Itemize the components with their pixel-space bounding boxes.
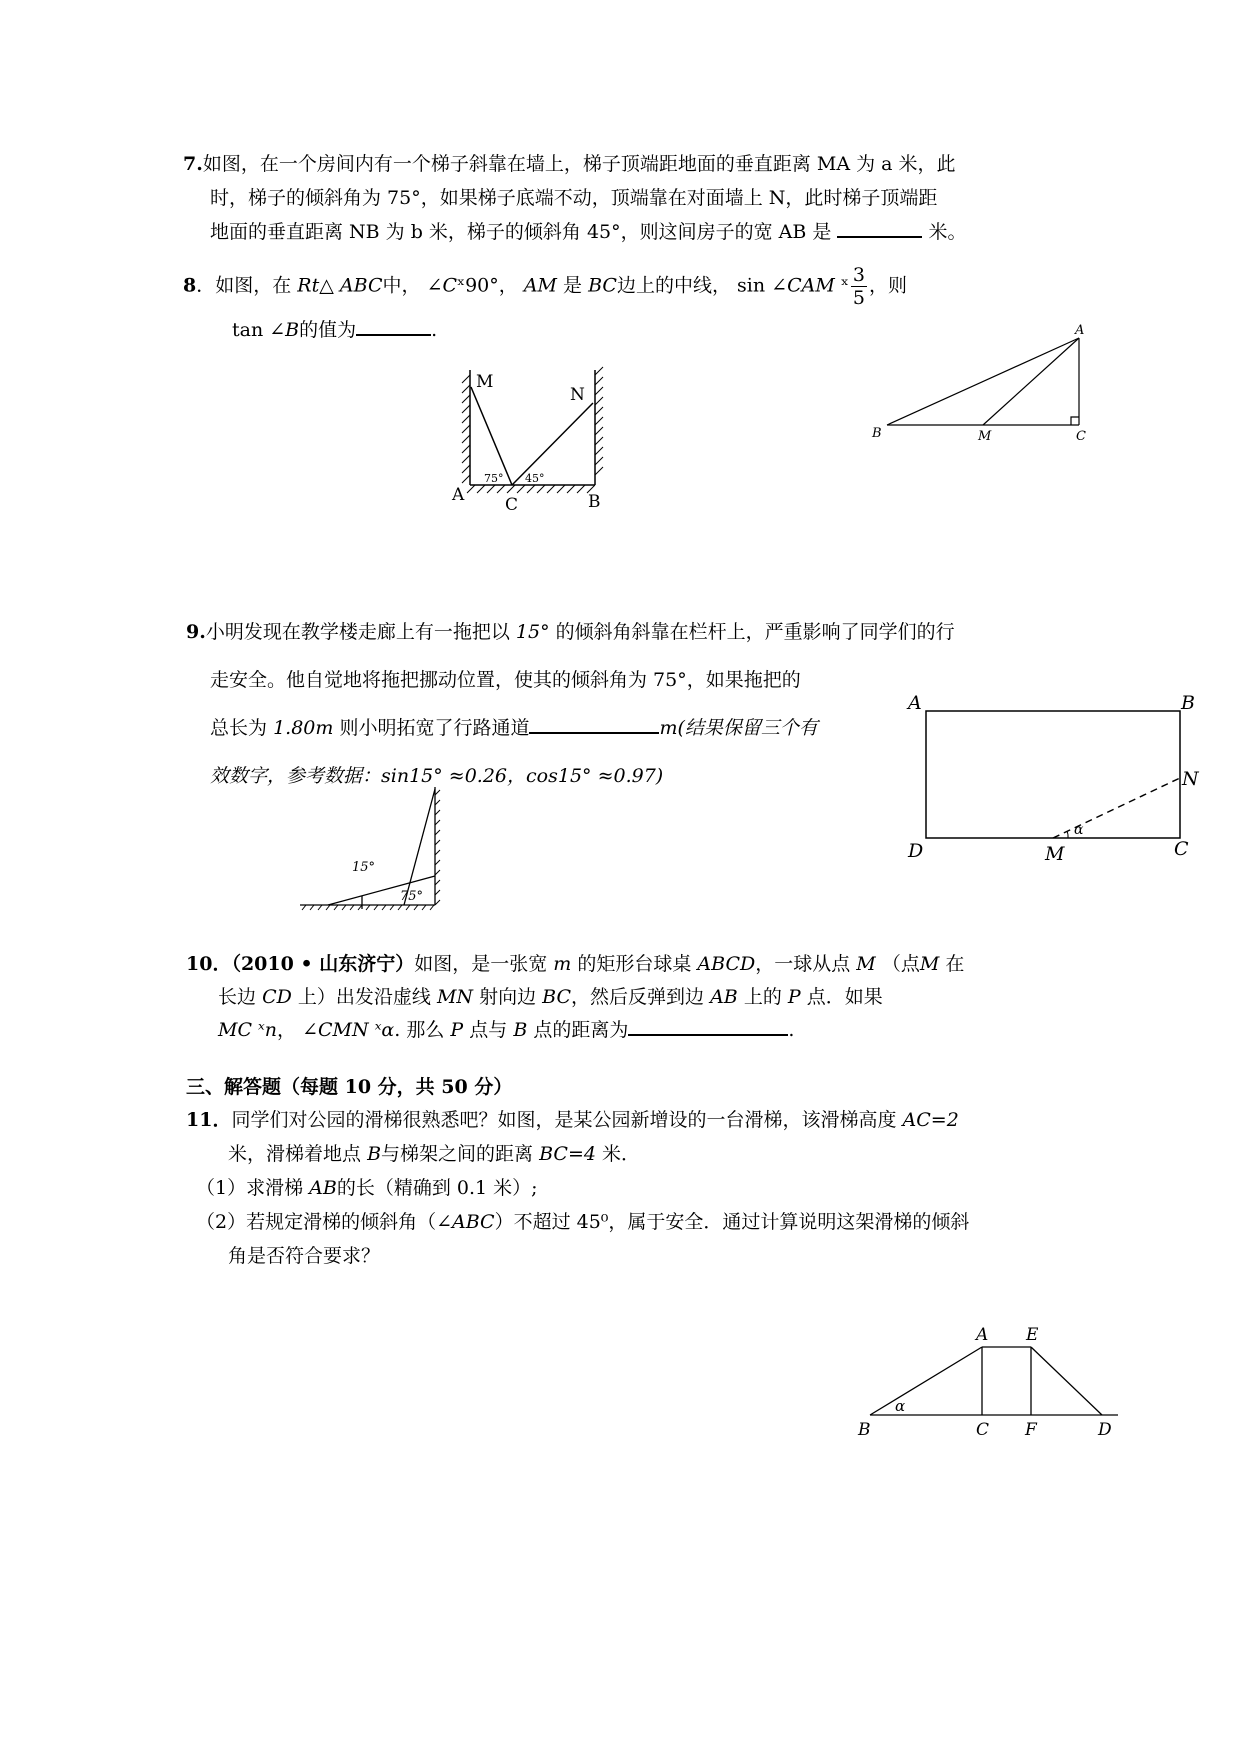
q10-text1d: （点	[881, 953, 920, 975]
q11-ab: AB	[309, 1177, 337, 1199]
q7-figure	[440, 365, 620, 515]
q11-label-a: A	[976, 1325, 989, 1345]
q9-text3a: 总长为	[210, 717, 268, 739]
q8-am: AM	[523, 274, 557, 297]
q10-angle-arc	[1067, 831, 1068, 838]
q10-p-2: P	[450, 1019, 464, 1041]
q7-label-b: B	[588, 492, 601, 512]
q9-text3b: 则小明拓宽了行路通道	[339, 717, 530, 739]
q7-label-n: N	[570, 385, 585, 405]
q10-abcd: ABCD	[697, 953, 756, 975]
q10-bc: BC	[542, 986, 572, 1008]
q10-line2	[218, 984, 883, 1010]
q9-text2: 走安全。他自觉地将拖把挪动位置，使其的倾斜角为 75°，如果拖把的	[210, 669, 801, 691]
q9-line1	[186, 619, 955, 645]
q10-path-mn	[1053, 778, 1180, 838]
q8-label-a: A	[1075, 323, 1085, 338]
q8-side-ab	[887, 338, 1079, 425]
q11-text2a: 米，滑梯着地点	[228, 1143, 362, 1165]
q11-bc-eq: BC=4	[539, 1143, 596, 1165]
q8-angle-b: ∠B	[269, 319, 300, 341]
q9-text3c: m(结果保留三个有	[659, 717, 818, 739]
q11-text2b: 与梯架之间的距离	[381, 1143, 534, 1165]
q10-rectangle	[926, 711, 1180, 838]
q7-angle-45: 45°	[525, 472, 545, 485]
q8-frac-den: 5	[852, 287, 865, 309]
q11-label-b: B	[858, 1420, 871, 1440]
q10-line1	[186, 951, 964, 977]
q10-p: P	[787, 986, 801, 1008]
q8-angle-c: ∠C	[426, 274, 458, 297]
q8-label-b: B	[872, 426, 882, 441]
q8-median: 边上的中线，	[616, 274, 731, 297]
q10-label-a: A	[908, 692, 922, 714]
q8-text: ．如图，在	[196, 274, 292, 297]
q8-tan: tan	[232, 319, 264, 341]
q7-label-a: A	[452, 485, 465, 505]
q11-label-e: E	[1026, 1325, 1039, 1345]
q9-line3	[210, 715, 818, 741]
q7-line2	[210, 185, 937, 211]
q11-part1-b: 的长（精确到 0.1 米）;	[336, 1177, 538, 1199]
q11-number: 11．	[186, 1109, 232, 1131]
q8-zhong: 中，	[382, 274, 421, 297]
q8-median-am	[983, 338, 1079, 425]
q10-text1e: 在	[945, 953, 965, 975]
q10-mn: MN	[436, 986, 474, 1008]
q10-label-d: D	[908, 840, 924, 862]
q7-text3-end: 米。	[928, 221, 967, 243]
q7-answer-blank[interactable]	[837, 236, 922, 238]
q9-line2	[210, 667, 801, 693]
q8-value-text: 的值为	[299, 319, 357, 341]
q10-number: 10．	[186, 953, 232, 975]
q10-cd: CD	[262, 986, 292, 1008]
q9-mop-figure	[290, 775, 450, 915]
q10-text1b: 的矩形台球桌	[577, 953, 692, 975]
q7-ladder-left	[471, 387, 512, 485]
q11-b: B	[367, 1143, 382, 1165]
q10-text2f: 点．如果	[806, 986, 883, 1008]
q11-part2-b: ）不超过 45⁰，属于安全．通过计算说明这架滑梯的倾斜	[494, 1211, 970, 1233]
q10-eq-n: ˣn	[258, 1019, 278, 1041]
q10-label-alpha: α	[1074, 822, 1084, 838]
q10-label-n: N	[1182, 768, 1199, 790]
q7-number: 7.	[183, 153, 203, 175]
q9-deg15: 15°	[515, 621, 550, 643]
q8-eq-mark: ˣ	[840, 274, 849, 297]
q8-triangle-symbol: △	[319, 274, 334, 297]
q8-bc: BC	[588, 274, 617, 297]
q10-text2a: 长边	[218, 986, 257, 1008]
q8-period: .	[431, 319, 438, 341]
q11-ac-eq: AC=2	[902, 1109, 959, 1131]
q8-angle-cam: ∠CAM	[771, 274, 835, 297]
q7-text1: 如图，在一个房间内有一个梯子斜靠在墙上，梯子顶端距地面的垂直距离 MA 为 a 米，此	[202, 153, 956, 175]
q8-number: 8	[183, 274, 197, 297]
q11-last-line: 角是否符合要求？	[228, 1245, 381, 1267]
q7-label-m: M	[476, 372, 494, 392]
q10-rect-figure	[900, 685, 1210, 865]
q10-line3	[218, 1017, 794, 1043]
q11-label-d: D	[1098, 1420, 1112, 1440]
q10-eq-alpha: ˣα	[374, 1019, 395, 1041]
q9-angle-75: 75°	[400, 889, 424, 904]
q8-line2	[232, 317, 437, 343]
q9-text1a: 小明发现在教学楼走廊上有一拖把以	[205, 621, 510, 643]
q10-comma: ，	[277, 1019, 297, 1041]
q8-rt: Rt	[297, 274, 320, 297]
q7-text3: 地面的垂直距离 NB 为 b 米，梯子的倾斜角 45°，则这间房子的宽 AB 是	[210, 221, 832, 243]
q9-answer-blank[interactable]	[529, 732, 659, 734]
q10-text2d: ，然后反弹到边	[571, 986, 705, 1008]
q8-eq1: ˣ90°，	[457, 274, 518, 297]
q11-text2c: 米．	[602, 1143, 641, 1165]
q11-part1-a: （1）求滑梯	[196, 1177, 304, 1199]
q8-frac-num: 3	[852, 264, 865, 286]
q11-ladder-ed	[1031, 1347, 1102, 1415]
q10-mc: MC	[218, 1019, 252, 1041]
q9-text1b: 的倾斜角斜靠在栏杆上，严重影响了同学们的行	[555, 621, 955, 643]
q8-abc: ABC	[339, 274, 383, 297]
q10-m: m	[553, 953, 572, 975]
q10-answer-blank[interactable]	[628, 1034, 788, 1036]
q10-text3b: 点与	[469, 1019, 508, 1041]
q9-number: 9.	[186, 621, 206, 643]
q8-answer-blank[interactable]	[356, 334, 431, 336]
q7-angle-75: 75°	[484, 472, 504, 485]
section3-heading: 三、解答题（每题 10 分，共 50 分）	[186, 1076, 513, 1098]
q11-part2-a: （2）若规定滑梯的倾斜角（	[196, 1211, 437, 1233]
q11-part1	[196, 1175, 538, 1201]
q9-angle-15: 15°	[352, 860, 376, 875]
q9-text4: 效数字，参考数据：	[210, 765, 382, 787]
q10-source: （2010 • 山东济宁）	[231, 953, 415, 975]
q11-part2	[196, 1209, 969, 1235]
q8-label-m: M	[978, 429, 992, 444]
q8-fraction	[851, 264, 867, 309]
q8-right-angle-mark	[1071, 417, 1079, 425]
q8-figure	[860, 320, 1110, 445]
q10-text2e: 上的	[743, 986, 782, 1008]
q11-line1	[186, 1107, 959, 1133]
q10-cmn: ∠CMN	[302, 1019, 369, 1041]
q10-label-b: B	[1181, 692, 1195, 714]
q10-text1a: 如图，是一张宽	[414, 953, 548, 975]
q11-slide-ab	[870, 1347, 982, 1415]
q10-point-m-2: M	[919, 953, 940, 975]
q10-text2c: 射向边	[479, 986, 537, 1008]
q10-ab: AB	[710, 986, 738, 1008]
q11-label-c: C	[976, 1420, 990, 1440]
q11-text1: 同学们对公园的滑梯很熟悉吧？如图，是某公园新增设的一台滑梯，该滑梯高度	[231, 1109, 897, 1131]
q11-label-f: F	[1025, 1420, 1037, 1440]
q11-line2	[228, 1141, 640, 1167]
q10-text2b: 上）出发沿虚线	[297, 986, 431, 1008]
q11-label-alpha: α	[895, 1397, 906, 1415]
q10-label-m: M	[1045, 843, 1065, 865]
q11-figure	[850, 1310, 1150, 1440]
q10-point-m: M	[856, 953, 876, 975]
q7-label-c: C	[505, 495, 519, 515]
q8-line1	[183, 264, 907, 309]
q8-sin: sin	[737, 274, 766, 297]
q7-text2: 时，梯子的倾斜角为 75°，如果梯子底端不动，顶端靠在对面墙上 N，此时梯子顶端距	[210, 187, 938, 209]
q10-b: B	[513, 1019, 528, 1041]
q8-then: ，则	[869, 274, 908, 297]
q10-period: .	[788, 1019, 795, 1041]
q8-label-c: C	[1076, 429, 1086, 444]
q10-text3c: 点的距离为	[533, 1019, 629, 1041]
q10-text1c: ，一球从点	[755, 953, 851, 975]
q7-line3	[210, 219, 967, 245]
q11-abc-angle: ∠ABC	[436, 1211, 495, 1233]
q7-line1	[183, 151, 956, 177]
q8-shi: 是	[563, 274, 583, 297]
q10-text3a: . 那么	[394, 1019, 445, 1041]
q10-label-c: C	[1174, 838, 1189, 860]
q9-mop-75	[404, 789, 435, 905]
q9-length: 1.80m	[273, 717, 334, 739]
q9-reference: sin15° ≈0.26，cos15° ≈0.97)	[381, 765, 664, 787]
